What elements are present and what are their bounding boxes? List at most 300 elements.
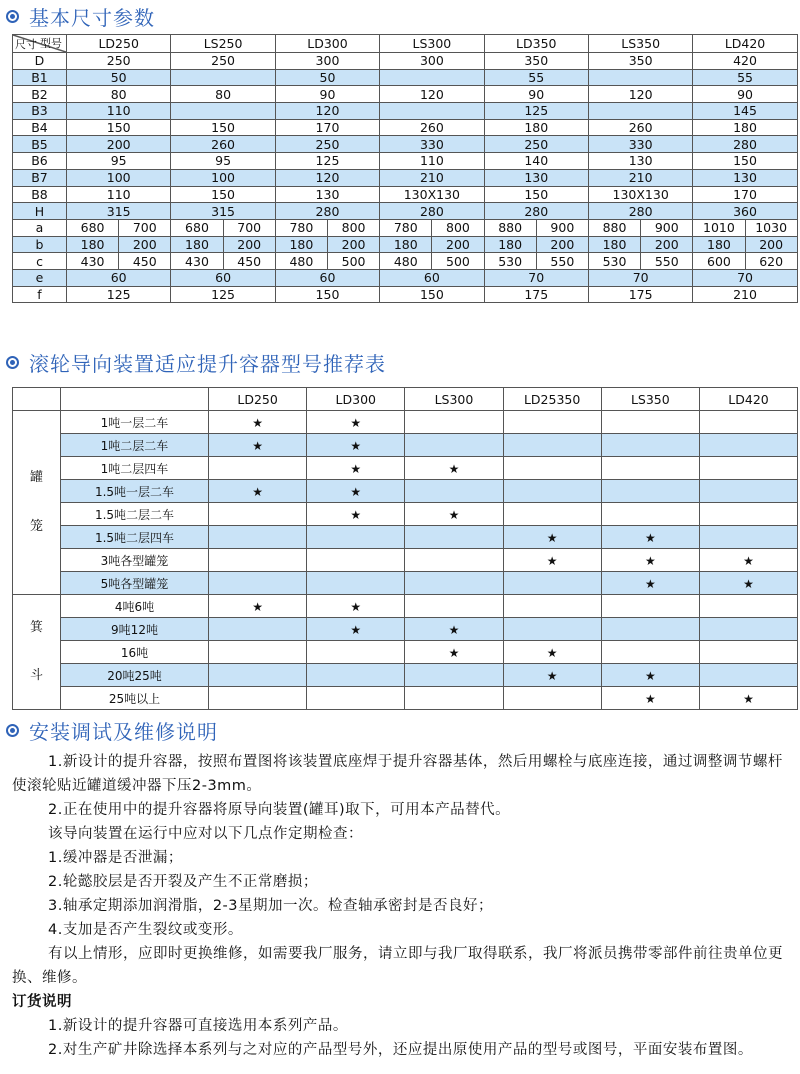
table-cell: 150 — [380, 286, 484, 303]
table-cell: 300 — [380, 53, 484, 70]
table-cell — [307, 411, 405, 434]
table-cell — [209, 618, 307, 641]
model-header: LS250 — [171, 35, 275, 53]
table-cell — [405, 618, 503, 641]
table-cell — [699, 526, 797, 549]
table-cell — [503, 595, 601, 618]
table-cell: 100 — [171, 169, 275, 186]
row-label: B4 — [13, 119, 67, 136]
table-cell — [503, 503, 601, 526]
table-row — [13, 219, 798, 236]
paragraph: 3.轴承定期添加润滑脂，2-3星期加一次。检查轴承密封是否良好； — [48, 898, 494, 914]
table-cell: 170 — [693, 186, 797, 203]
table-cell — [405, 641, 503, 664]
group-label-char: 斗 — [29, 668, 43, 683]
circle-bullet-icon — [6, 356, 19, 369]
table-cell: 200 — [641, 236, 693, 253]
table-cell: 170 — [275, 119, 379, 136]
table-row — [13, 186, 798, 203]
table-cell: 180 — [484, 236, 536, 253]
table-cell — [601, 664, 699, 687]
table-cell: 130 — [484, 169, 588, 186]
table-cell: 210 — [380, 169, 484, 186]
table-cell — [405, 503, 503, 526]
table-cell — [699, 687, 797, 710]
table-cell — [699, 549, 797, 572]
star-icon: ★ — [252, 415, 263, 430]
table-cell: 250 — [275, 136, 379, 153]
table-cell: 680 — [67, 219, 119, 236]
table-cell — [307, 526, 405, 549]
table-row — [13, 687, 798, 710]
table-cell: 140 — [484, 153, 588, 170]
table-cell — [307, 687, 405, 710]
section-title-recommendation — [6, 348, 386, 376]
circle-bullet-icon — [6, 724, 19, 737]
star-icon: ★ — [448, 645, 460, 660]
table-cell — [405, 664, 503, 687]
item-label: 4吨6吨 — [61, 595, 209, 618]
table-row — [13, 549, 798, 572]
row-label: f — [13, 286, 67, 303]
table-cell: 150 — [67, 119, 171, 136]
table-cell: 145 — [693, 103, 797, 120]
table-cell: 150 — [484, 186, 588, 203]
group-label — [13, 595, 61, 710]
table-header-row — [13, 35, 798, 53]
star-icon: ★ — [350, 438, 362, 453]
item-label: 25吨以上 — [61, 687, 209, 710]
table-cell — [699, 664, 797, 687]
table-cell: 130 — [693, 169, 797, 186]
row-label: B3 — [13, 103, 67, 120]
table-cell: 250 — [484, 136, 588, 153]
table-cell — [209, 572, 307, 595]
table-cell: 780 — [275, 219, 327, 236]
star-icon: ★ — [743, 553, 754, 568]
item-label: 16吨 — [61, 641, 209, 664]
table-cell — [209, 526, 307, 549]
table-cell: 180 — [67, 236, 119, 253]
table-cell — [601, 687, 699, 710]
table-cell: 250 — [67, 53, 171, 70]
table-cell — [405, 687, 503, 710]
star-icon: ★ — [644, 530, 656, 545]
table-cell — [503, 572, 601, 595]
table-cell — [405, 595, 503, 618]
paragraph: 1.缓冲器是否泄漏； — [48, 850, 183, 866]
table-cell: 280 — [275, 203, 379, 220]
table-cell: 55 — [693, 69, 797, 86]
item-label: 3吨各型罐笼 — [61, 549, 209, 572]
table-cell — [405, 549, 503, 572]
table-row — [13, 153, 798, 170]
row-label: B1 — [13, 69, 67, 86]
table-cell: 125 — [484, 103, 588, 120]
table-cell: 500 — [432, 253, 484, 270]
table-cell: 550 — [536, 253, 588, 270]
row-label: B5 — [13, 136, 67, 153]
table-row — [13, 136, 798, 153]
table-cell: 300 — [275, 53, 379, 70]
table-cell: 250 — [171, 53, 275, 70]
star-icon: ★ — [743, 691, 754, 706]
table-cell: 150 — [275, 286, 379, 303]
table-cell: 680 — [171, 219, 223, 236]
table-cell: 780 — [380, 219, 432, 236]
table-cell: 50 — [275, 69, 379, 86]
star-icon: ★ — [350, 599, 362, 614]
table-cell — [209, 480, 307, 503]
table-cell — [503, 526, 601, 549]
table-row — [13, 641, 798, 664]
table-cell: 180 — [380, 236, 432, 253]
star-icon: ★ — [252, 438, 263, 453]
table-cell: 530 — [484, 253, 536, 270]
paragraph: 2.正在使用中的提升容器将原导向装置(罐耳)取下，可用本产品替代。 — [48, 802, 511, 818]
table-row — [13, 457, 798, 480]
table-cell — [601, 480, 699, 503]
row-label: b — [13, 236, 67, 253]
section-title-text: 安装调试及维修说明 — [29, 719, 218, 744]
table-cell — [601, 549, 699, 572]
table-cell: 90 — [693, 86, 797, 103]
table-cell: 200 — [119, 236, 171, 253]
table-cell: 90 — [484, 86, 588, 103]
table-cell: 150 — [171, 119, 275, 136]
table-cell — [171, 103, 275, 120]
header-blank — [61, 388, 209, 411]
header-blank — [13, 388, 61, 411]
table-cell: 900 — [641, 219, 693, 236]
star-icon: ★ — [448, 461, 460, 476]
table-cell — [209, 687, 307, 710]
group-label — [13, 411, 61, 595]
table-cell: 280 — [380, 203, 484, 220]
paragraph: 1.新设计的提升容器可直接选用本系列产品。 — [48, 1018, 348, 1034]
table-cell — [601, 595, 699, 618]
table-cell: 500 — [327, 253, 379, 270]
item-label: 5吨各型罐笼 — [61, 572, 209, 595]
table-cell — [601, 434, 699, 457]
table-cell: 800 — [432, 219, 484, 236]
table-cell — [588, 103, 692, 120]
table-row — [13, 411, 798, 434]
item-label: 9吨12吨 — [61, 618, 209, 641]
table-cell — [405, 572, 503, 595]
table-row — [13, 572, 798, 595]
table-cell: 100 — [67, 169, 171, 186]
table-cell: 120 — [275, 169, 379, 186]
table-cell: 210 — [693, 286, 797, 303]
table-cell: 175 — [588, 286, 692, 303]
table-cell — [307, 503, 405, 526]
star-icon: ★ — [350, 484, 362, 499]
model-header: LD300 — [275, 35, 379, 53]
table-cell: 620 — [745, 253, 797, 270]
section-title-installation — [6, 716, 218, 744]
table-cell — [209, 434, 307, 457]
table-cell: 1030 — [745, 219, 797, 236]
table-row — [13, 269, 798, 286]
row-label: c — [13, 253, 67, 270]
table-row — [13, 434, 798, 457]
star-icon: ★ — [350, 507, 362, 522]
installation-notes — [12, 750, 797, 1062]
item-label: 1吨二层二车 — [61, 434, 209, 457]
group-label-char: 笼 — [29, 518, 43, 534]
table-cell: 600 — [693, 253, 745, 270]
table-cell — [307, 641, 405, 664]
table-cell: 120 — [380, 86, 484, 103]
model-header: LD250 — [67, 35, 171, 53]
section-title-text: 基本尺寸参数 — [29, 5, 155, 30]
star-icon: ★ — [546, 530, 558, 545]
table-cell — [601, 411, 699, 434]
table-cell: 280 — [484, 203, 588, 220]
table-cell — [209, 457, 307, 480]
row-label: B6 — [13, 153, 67, 170]
table-cell — [209, 503, 307, 526]
table-row — [13, 526, 798, 549]
table-cell: 150 — [693, 153, 797, 170]
table-cell — [699, 480, 797, 503]
table-cell — [503, 687, 601, 710]
table-cell: 480 — [275, 253, 327, 270]
star-icon: ★ — [350, 622, 362, 637]
table-cell: 125 — [67, 286, 171, 303]
paragraph: 该导向装置在运行中应对以下几点作定期检查： — [48, 826, 363, 842]
table-cell: 80 — [171, 86, 275, 103]
paragraph: 2.轮懿胶层是否开裂及产生不正常磨损； — [48, 874, 318, 890]
model-header: LS300 — [405, 388, 503, 411]
star-icon: ★ — [546, 645, 558, 660]
table-cell: 60 — [275, 269, 379, 286]
table-cell — [405, 411, 503, 434]
table-cell — [209, 411, 307, 434]
star-icon: ★ — [644, 691, 656, 706]
table-cell: 350 — [484, 53, 588, 70]
table-cell: 315 — [67, 203, 171, 220]
table-cell — [601, 526, 699, 549]
table-cell — [405, 434, 503, 457]
table-row — [13, 169, 798, 186]
star-icon: ★ — [350, 461, 362, 476]
item-label: 1.5吨一层二车 — [61, 480, 209, 503]
table-cell — [209, 641, 307, 664]
table-cell — [405, 457, 503, 480]
paragraph: 2.对生产矿井除选择本系列与之对应的产品型号外，还应提出原使用产品的型号或图号，平面安装布置图。 — [48, 1042, 753, 1058]
star-icon: ★ — [743, 576, 754, 591]
star-icon: ★ — [252, 484, 263, 499]
table-cell: 260 — [588, 119, 692, 136]
model-header: LS350 — [588, 35, 692, 53]
row-label: B2 — [13, 86, 67, 103]
table-cell: 280 — [588, 203, 692, 220]
item-label: 20吨25吨 — [61, 664, 209, 687]
star-icon: ★ — [448, 507, 460, 522]
table-cell: 880 — [484, 219, 536, 236]
dimensions-table — [12, 34, 798, 303]
table-cell: 125 — [171, 286, 275, 303]
star-icon: ★ — [252, 599, 263, 614]
table-cell: 110 — [67, 186, 171, 203]
table-cell: 110 — [67, 103, 171, 120]
table-cell: 150 — [171, 186, 275, 203]
table-cell: 50 — [67, 69, 171, 86]
section-title-text: 滚轮导向装置适应提升容器型号推荐表 — [29, 351, 386, 376]
table-cell: 70 — [693, 269, 797, 286]
star-icon: ★ — [644, 668, 656, 683]
table-cell — [209, 549, 307, 572]
table-cell — [699, 595, 797, 618]
table-cell: 480 — [380, 253, 432, 270]
model-header: LD250 — [209, 388, 307, 411]
table-cell: 200 — [536, 236, 588, 253]
table-cell — [503, 664, 601, 687]
table-cell — [307, 618, 405, 641]
table-cell: 315 — [171, 203, 275, 220]
model-header: LD25350 — [503, 388, 601, 411]
item-label: 1.5吨二层四车 — [61, 526, 209, 549]
table-cell: 120 — [588, 86, 692, 103]
star-icon: ★ — [644, 576, 656, 591]
table-row — [13, 286, 798, 303]
table-cell: 200 — [432, 236, 484, 253]
table-cell — [588, 69, 692, 86]
table-cell — [380, 69, 484, 86]
item-label: 1.5吨二层二车 — [61, 503, 209, 526]
star-icon: ★ — [644, 553, 656, 568]
table-cell — [699, 434, 797, 457]
table-cell — [307, 480, 405, 503]
paragraph: 1.新设计的提升容器，按照布置图将该装置底座焊于提升容器基体，然后用螺栓与底座连接，通过调整调节螺杆使滚轮贴近罐道缓冲器下压2-3mm。 — [12, 754, 783, 794]
table-cell — [503, 434, 601, 457]
table-cell: 95 — [67, 153, 171, 170]
table-cell — [699, 411, 797, 434]
table-cell — [699, 641, 797, 664]
table-cell — [209, 664, 307, 687]
table-cell: 110 — [380, 153, 484, 170]
star-icon: ★ — [546, 553, 558, 568]
corner-model-label: 型号 — [40, 37, 62, 50]
model-header: LD300 — [307, 388, 405, 411]
table-cell: 130 — [588, 153, 692, 170]
table-cell — [503, 618, 601, 641]
table-cell: 200 — [745, 236, 797, 253]
table-cell: 330 — [588, 136, 692, 153]
table-cell: 130X130 — [380, 186, 484, 203]
table-cell: 70 — [588, 269, 692, 286]
table-cell: 350 — [588, 53, 692, 70]
table-row — [13, 595, 798, 618]
table-cell — [380, 103, 484, 120]
table-row — [13, 203, 798, 220]
table-cell: 180 — [171, 236, 223, 253]
table-cell — [699, 572, 797, 595]
paragraph: 订货说明 — [12, 994, 72, 1010]
group-label-char: 箕 — [29, 619, 43, 635]
table-row — [13, 253, 798, 270]
star-icon: ★ — [350, 415, 362, 430]
row-label: e — [13, 269, 67, 286]
table-cell: 800 — [327, 219, 379, 236]
table-cell: 900 — [536, 219, 588, 236]
table-cell: 330 — [380, 136, 484, 153]
recommendation-table — [12, 387, 798, 710]
table-cell: 180 — [484, 119, 588, 136]
table-cell: 95 — [171, 153, 275, 170]
table-cell: 260 — [171, 136, 275, 153]
section-title-dimensions — [6, 2, 155, 30]
table-cell: 280 — [693, 136, 797, 153]
table-cell: 430 — [67, 253, 119, 270]
row-label: H — [13, 203, 67, 220]
table-cell: 125 — [275, 153, 379, 170]
table-cell: 1010 — [693, 219, 745, 236]
table-row — [13, 103, 798, 120]
table-row — [13, 503, 798, 526]
table-cell — [405, 480, 503, 503]
table-corner-cell — [13, 35, 67, 53]
item-label: 1吨二层四车 — [61, 457, 209, 480]
table-cell: 200 — [327, 236, 379, 253]
row-label: a — [13, 219, 67, 236]
model-header: LS300 — [380, 35, 484, 53]
table-cell — [307, 434, 405, 457]
paragraph: 有以上情形，应即时更换维修，如需要我厂服务，请立即与我厂取得联系，我厂将派员携带零部件前往贵单位更换、维修。 — [12, 946, 783, 986]
table-row — [13, 618, 798, 641]
row-label: B7 — [13, 169, 67, 186]
item-label: 1吨一层二车 — [61, 411, 209, 434]
model-header: LD420 — [699, 388, 797, 411]
table-cell — [601, 641, 699, 664]
table-cell: 880 — [588, 219, 640, 236]
star-icon: ★ — [448, 622, 460, 637]
model-header: LD420 — [693, 35, 797, 53]
table-row — [13, 53, 798, 70]
table-cell — [699, 457, 797, 480]
table-row — [13, 69, 798, 86]
table-cell — [307, 572, 405, 595]
group-label-char: 罐 — [29, 470, 43, 486]
table-cell — [503, 411, 601, 434]
table-row — [13, 664, 798, 687]
table-cell: 180 — [275, 236, 327, 253]
table-cell — [307, 549, 405, 572]
table-cell: 700 — [119, 219, 171, 236]
table-cell: 200 — [223, 236, 275, 253]
table-cell — [503, 480, 601, 503]
table-cell: 450 — [119, 253, 171, 270]
table-cell: 130X130 — [588, 186, 692, 203]
table-cell — [601, 572, 699, 595]
table-cell: 530 — [588, 253, 640, 270]
table-cell — [503, 549, 601, 572]
table-cell: 550 — [641, 253, 693, 270]
table-cell: 120 — [275, 103, 379, 120]
table-cell: 90 — [275, 86, 379, 103]
table-cell: 210 — [588, 169, 692, 186]
star-icon: ★ — [546, 668, 558, 683]
table-cell: 60 — [67, 269, 171, 286]
table-cell: 60 — [380, 269, 484, 286]
table-cell: 180 — [693, 236, 745, 253]
table-row — [13, 119, 798, 136]
table-cell: 180 — [588, 236, 640, 253]
table-cell — [699, 503, 797, 526]
table-cell: 80 — [67, 86, 171, 103]
